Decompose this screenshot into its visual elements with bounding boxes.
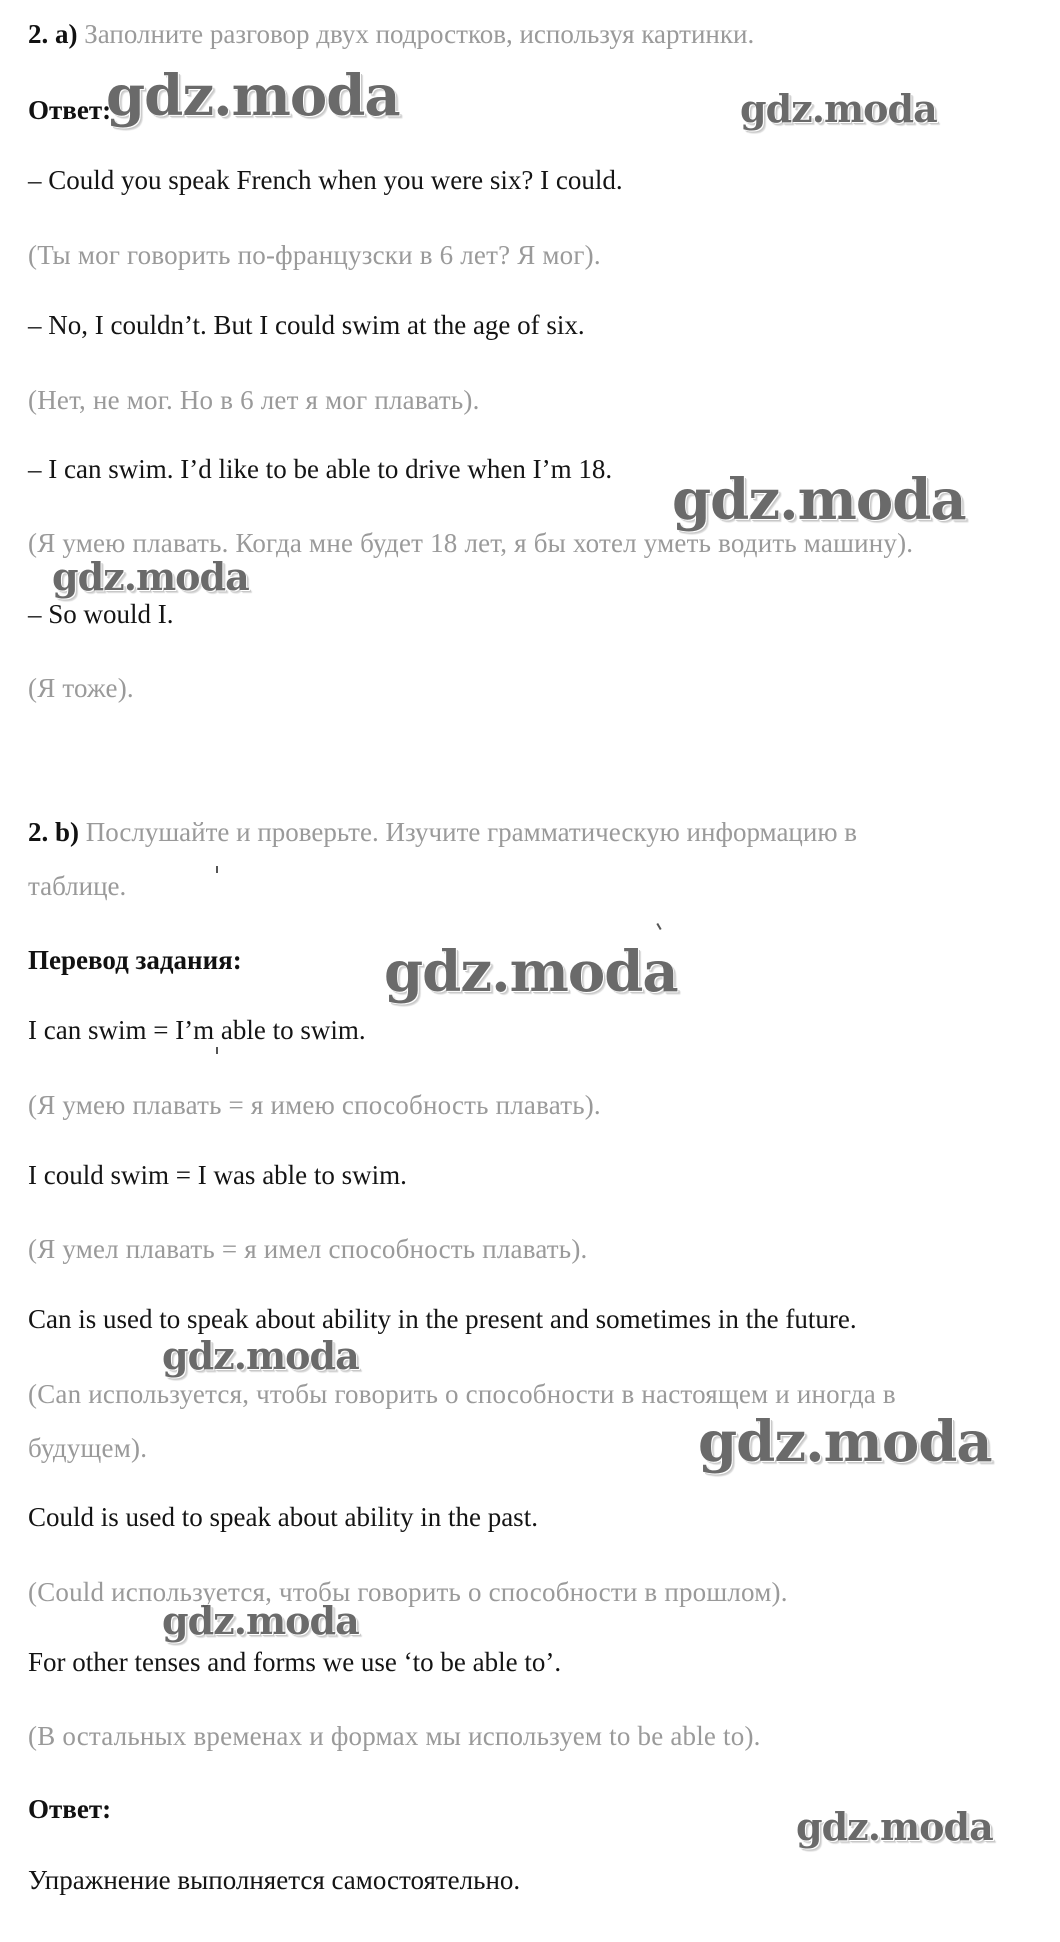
grammar-line-3-en: Can is used to speak about ability in the present and sometimes in the future. [28, 1304, 857, 1334]
grammar-line-5-en: For other tenses and forms we use ‘to be able to’. [28, 1647, 562, 1677]
grammar-line-3-ru-cont: будущем). [28, 1433, 148, 1463]
task-2a-heading [28, 17, 754, 51]
dialogue-line-2-en: – No, I couldn’t. But I could swim at the age of six. [28, 310, 585, 340]
task-2a-label: 2. a) [28, 19, 78, 49]
dialogue-line-4-ru: (Я тоже). [28, 673, 134, 703]
answer-label-2a: Ответ: [28, 95, 112, 125]
task-2b-heading [28, 815, 857, 849]
task-2b-instruction-1: Послушайте и проверьте. Изучите грамматическую информацию в [85, 817, 857, 847]
watermark-logo: gdz.moda [698, 1409, 992, 1475]
dialogue-line-4-en: – So would I. [28, 599, 174, 629]
dialogue-line-3-ru: (Я умею плавать. Когда мне будет 18 лет, я бы хотел уметь водить машину). [28, 528, 914, 558]
task-2b-label: 2. b) [28, 817, 80, 847]
watermark-logo: gdz.moda [384, 939, 678, 1005]
scan-speck [216, 866, 218, 873]
watermark-logo: gdz.moda [162, 1333, 359, 1378]
grammar-line-1-en: I can swim = I’m able to swim. [28, 1015, 366, 1045]
answer-text-2b: Упражнение выполняется самостоятельно. [28, 1865, 521, 1895]
watermark-logo: gdz.moda [162, 1598, 359, 1643]
watermark-logo: gdz.moda [52, 554, 249, 599]
task-2b-instruction-2: таблице. [28, 871, 127, 901]
scan-speck [656, 923, 661, 930]
grammar-line-3-ru: (Can используется, чтобы говорить о способности в настоящем и иногда в [28, 1379, 896, 1409]
dialogue-line-2-ru: (Нет, не мог. Но в 6 лет я мог плавать). [28, 385, 480, 415]
grammar-line-2-ru: (Я умел плавать = я имел способность плавать). [28, 1234, 588, 1264]
dialogue-line-1-en: – Could you speak French when you were six? I could. [28, 165, 623, 195]
dialogue-line-3-en: – I can swim. I’d like to be able to drive when I’m 18. [28, 454, 613, 484]
grammar-line-4-en: Could is used to speak about ability in the past. [28, 1502, 538, 1532]
grammar-line-4-ru: (Could используется, чтобы говорить о способности в прошлом). [28, 1577, 788, 1607]
grammar-line-2-en: I could swim = I was able to swim. [28, 1160, 407, 1190]
grammar-line-1-ru: (Я умею плавать = я имею способность плавать). [28, 1090, 601, 1120]
dialogue-line-1-ru: (Ты мог говорить по-французски в 6 лет? Я мог). [28, 240, 601, 270]
task-2a-instruction: Заполните разговор двух подростков, используя картинки. [84, 19, 755, 49]
watermark-logo: gdz.moda [672, 467, 966, 533]
answer-label-2b: Ответ: [28, 1794, 112, 1824]
translation-label: Перевод задания: [28, 945, 242, 975]
scan-speck [216, 1047, 218, 1054]
watermark-logo: gdz.moda [106, 63, 400, 129]
watermark-logo: gdz.moda [740, 86, 937, 131]
grammar-line-5-ru: (В остальных временах и формах мы используем to be able to). [28, 1721, 761, 1751]
watermark-logo: gdz.moda [796, 1804, 993, 1849]
